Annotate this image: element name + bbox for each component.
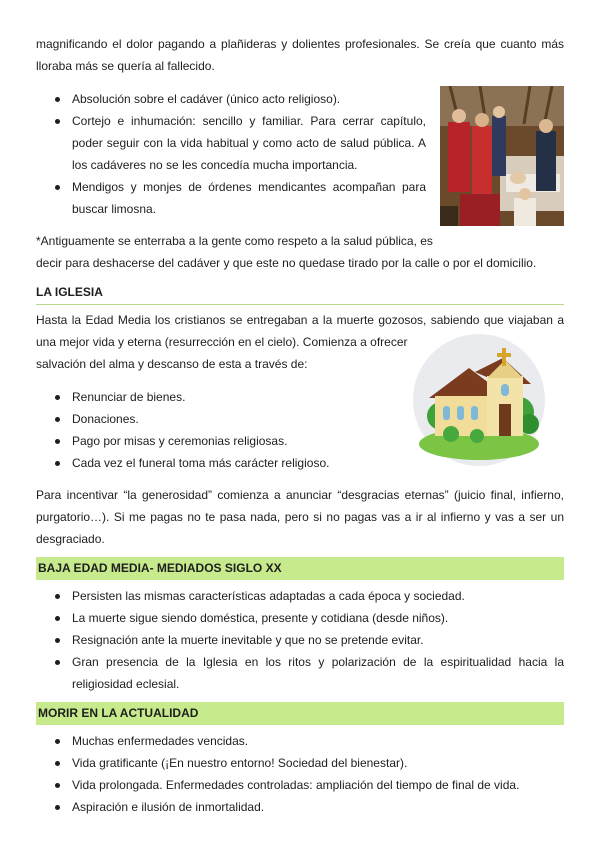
section-heading-iglesia: LA IGLESIA (36, 280, 564, 305)
list-item: Absolución sobre el cadáver (único acto religioso). (36, 88, 426, 110)
actualidad-list (36, 730, 564, 818)
list-item: Muchas enfermedades vencidas. (36, 730, 564, 752)
intro-paragraph: magnificando el dolor pagando a plañideras y dolientes profesionales. Se creía que cuanto más lloraba más se quería al fallecido. (36, 37, 564, 73)
absolucion-list (36, 88, 426, 220)
list-item: Aspiración e ilusión de inmortalidad. (36, 796, 564, 818)
iglesia-paragraph-1: Hasta la Edad Media los cristianos se entregaban a la muerte gozosos, sabiendo que viajaban a una mejor vida y eterna (resurrección en el cielo). Comienza a ofrecer (36, 313, 564, 349)
list-item: Gran presencia de la Iglesia en los ritos y polarización de la espiritualidad hacia la religiosidad eclesial. (36, 651, 564, 695)
list-item: Pago por misas y ceremonias religiosas. (36, 430, 406, 452)
section-heading-actualidad: MORIR EN LA ACTUALIDAD (36, 702, 564, 725)
list-item: Cortejo e inhumación: sencillo y familiar. Para cerrar capítulo, poder seguir con la vida habitual y como acto de salud pública. A los cadáveres no se les concedía mucha importancia. (36, 110, 426, 176)
list-item: La muerte sigue siendo doméstica, presente y cotidiana (desde niños). (36, 607, 564, 629)
section-heading-baja-edad-media: BAJA EDAD MEDIA- MEDIADOS SIGLO XX (36, 557, 564, 580)
note-line-2: decir para deshacerse del cadáver y que este no quedase tirado por la calle o por el domicilio. (36, 256, 537, 270)
baja-edad-media-list (36, 585, 564, 695)
list-item: Vida gratificante (¡En nuestro entorno! Sociedad del bienestar). (36, 752, 564, 774)
list-item: Cada vez el funeral toma más carácter religioso. (36, 452, 406, 474)
list-item: Donaciones. (36, 408, 406, 430)
iglesia-list (36, 386, 406, 474)
list-item: Vida prolongada. Enfermedades controladas: ampliación del tiempo de final de vida. (36, 774, 564, 796)
document-page (36, 33, 564, 818)
list-item: Resignación ante la muerte inevitable y que no se pretende evitar. (36, 629, 564, 651)
list-item: Renunciar de bienes. (36, 386, 406, 408)
list-item: Persisten las mismas características adaptadas a cada época y sociedad. (36, 585, 564, 607)
iglesia-paragraph-2: salvación del alma y descanso de esta a través de: (36, 357, 308, 371)
note-line-1: *Antiguamente se enterraba a la gente como respeto a la salud pública, es (36, 234, 433, 248)
list-item: Mendigos y monjes de órdenes mendicantes acompañan para buscar limosna. (36, 176, 426, 220)
iglesia-paragraph-3: Para incentivar “la generosidad” comienza a anunciar “desgracias eternas” (juicio final, infierno, purgatorio…). Si me pagas no te pasa nada, pero si no pagas vas a ir al infierno y vas a ser un desgraciado. (36, 488, 564, 546)
